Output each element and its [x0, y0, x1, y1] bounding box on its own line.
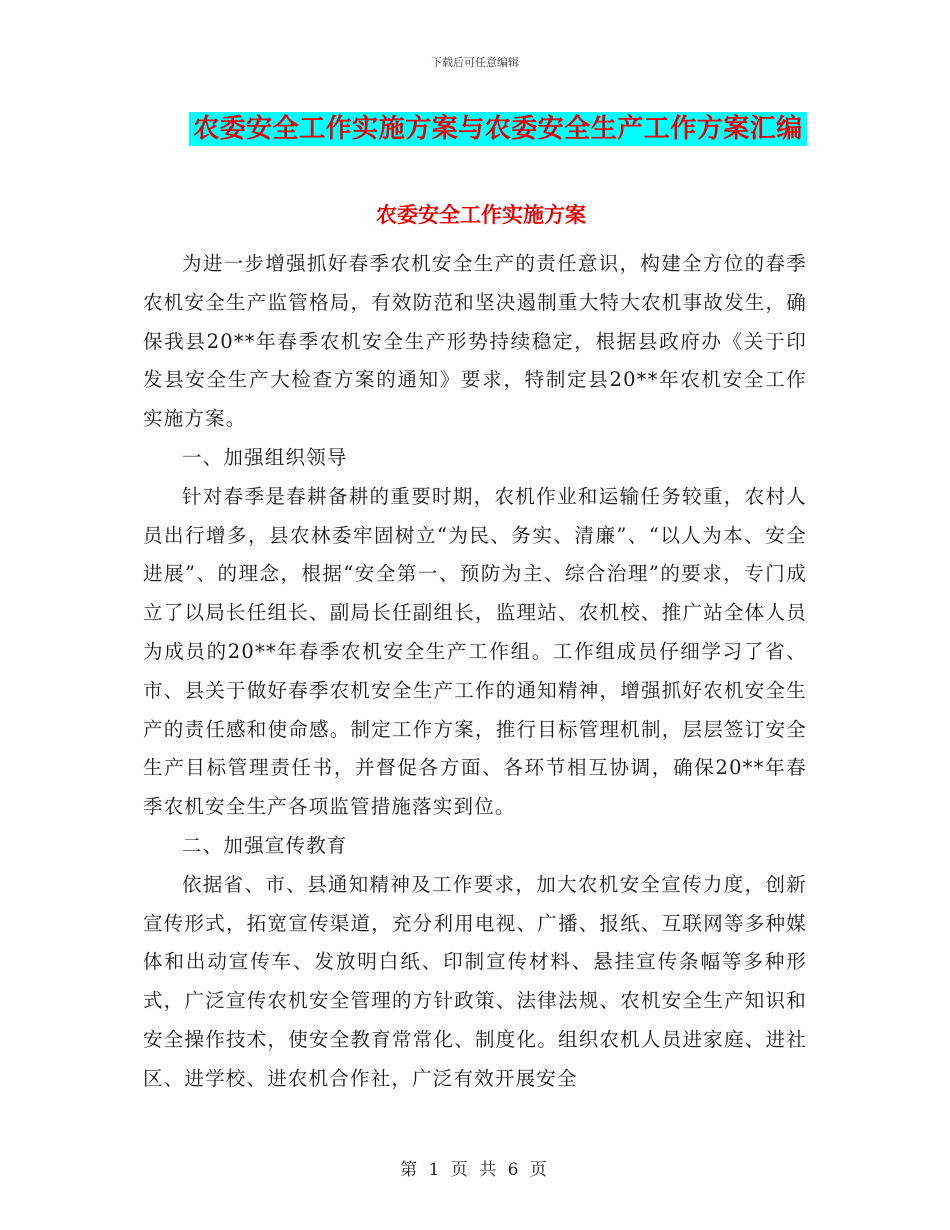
paragraph-intro: 为进一步增强抓好春季农机安全生产的责任意识，构建全方位的春季农机安全生产监管格局，有效防范和坚决遏制重大特大农机事故发生，确保我县20**年春季农机安全生产形势持续稳定，根据县政府办《关于印发县安全生产大检查方案的通知》要求，特制定县20**年农机安全工作实施方案。: [143, 252, 807, 431]
heading-organization: 一、加强组织领导: [182, 445, 348, 469]
document-body: [143, 245, 807, 1099]
paragraph-organization: 针对春季是春耕备耕的重要时期，农机作业和运输任务较重，农村人员出行增多，县农林委牢固树立“为民、务实、清廉”、“以人为本、安全进展”、的理念，根据“安全第一、预防为主、综合治理”的要求，专门成立了以局长任组长、副局长任副组长，监理站、农机校、推广站全体人员为成员的20**年春季农机安全生产工作组。工作组成员仔细学习了省、市、县关于做好春季农机安全生产工作的通知精神，增强抓好农机安全生产的责任感和使命感。制定工作方案，推行目标管理机制，层层签订安全生产目标管理责任书，并督促各方面、各环节相互协调，确保20**年春季农机安全生产各项监管措施落实到位。: [143, 484, 807, 819]
heading-education: 二、加强宣传教育: [182, 833, 348, 857]
header-note: 下载后可任意编辑: [431, 56, 519, 69]
main-title: 农委安全工作实施方案与农委安全生产工作方案汇编: [189, 112, 807, 146]
page-indicator: 第 1 页 共 6 页: [400, 1160, 550, 1180]
paragraph-education: 依据省、市、县通知精神及工作要求，加大农机安全宣传力度，创新宣传形式，拓宽宣传渠道，充分利用电视、广播、报纸、互联网等多种媒体和出动宣传车、发放明白纸、印制宣传材料、悬挂宣传条幅等多种形式，广泛宣传农机安全管理的方针政策、法律法规、农机安全生产知识和安全操作技术，使安全教育常常化、制度化。组织农机人员进家庭、进社区、进学校、进农机合作社，广泛有效开展安全: [143, 872, 807, 1090]
section-title: 农委安全工作实施方案: [376, 202, 586, 227]
main-title-container: [0, 112, 950, 146]
